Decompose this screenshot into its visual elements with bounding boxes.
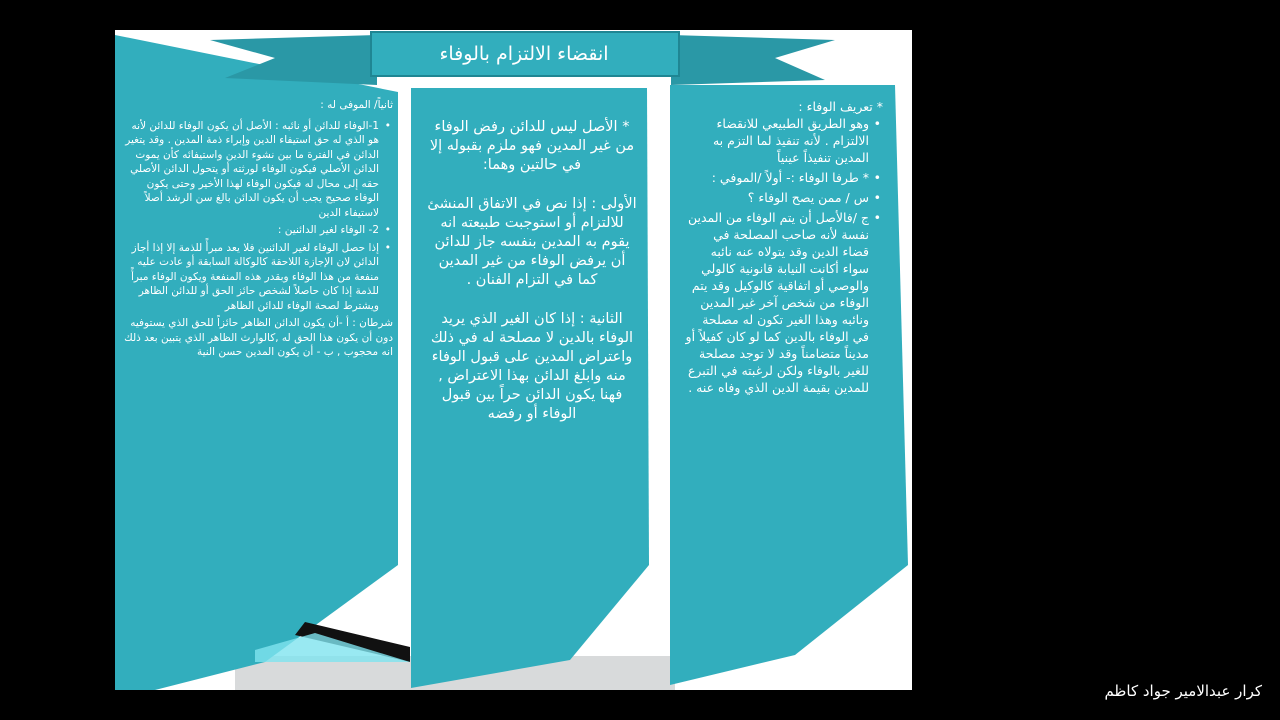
- list-item: • وهو الطريق الطبيعي للانقضاء الالتزام . لأنه تنفيذ لما التزم به المدين تنفيذاً عينياً: [683, 115, 883, 166]
- left-column: [121, 98, 393, 360]
- middle-first-case: الأولى : إذا نص في الاتفاق المنشئ للالتزام أو استوجبت طبيعته انه يقوم به المدين بنفسه جاز للدائن أن يرفض الوفاء من غير المدين كما في التزام الفنان .: [427, 196, 637, 288]
- list-item: • 2- الوفاء لغير الدائنين :: [121, 223, 393, 238]
- author-credit: كرار عبدالامير جواد كاظم: [1104, 682, 1262, 700]
- slide: [115, 30, 912, 690]
- middle-column: [427, 118, 637, 444]
- middle-intro: * الأصل ليس للدائن رفض الوفاء من غير المدين فهو ملزم بقبوله إلا في حالتين وهما:: [429, 119, 635, 173]
- slide-title: انقضاء الالتزام بالوفاء: [439, 43, 609, 65]
- middle-second-case: الثانية : إذا كان الغير الذي يريد الوفاء بالدين لا مصلحة له في ذلك واعتراض المدين على قبول الوفاء منه وابلغ الدائن بهذا الاعتراض , فهنا يكون الدائن حراً بين قبول الوفاء أو رفضه: [430, 311, 634, 422]
- list-item: • س / ممن يصح الوفاء ؟: [683, 189, 883, 206]
- ribbon-right-tail: [671, 35, 835, 85]
- payee-heading: ثانياً/ الموفى له :: [320, 99, 393, 111]
- list-item: • * طرفا الوفاء :- أولاً /الموفي :: [683, 169, 883, 186]
- right-column: [683, 98, 883, 399]
- definition-heading: * تعريف الوفاء :: [798, 99, 883, 114]
- list-item: • ج /فالأصل أن يتم الوفاء من المدين نفسة لأنه صاحب المصلحة في قضاء الدين وقد يتولاه عنه نائبه سواء أكانت النيابة قانونية كالولي والوصي أو اتفاقية كالوكيل وقد يتم الوفاء من شخص آخر غير المدين ونائبه وهذا الغير تكون له مصلحة في الوفاء بالدين كما لو كان كفيلاً أو مديناً متضامناً وقد لا توجد مصلحة للغير بالوفاء ولكن لرغبته في التبرع للمدين بقيمة الدين الذي وفاه عنه .: [683, 209, 883, 396]
- list-item: • 1-الوفاء للدائن أو نائبه : الأصل أن يكون الوفاء للدائن لأنه هو الذي له حق استيفاء الدين وإبراء ذمة المدين . وقد يتغير الدائن في الفترة ما بين نشوء الدين واستيفائه كأن يموت الدائن الأصلي فيكون الوفاء لورثته أو يتحول الدائن الأصلي حقه إلى محال له فيكون الوفاء لهذا الأخير وحتى يكون الوفاء صحيح يجب أن يكون الدائن بالغ سن الرشد أصلاً لاستيفاء الدين: [121, 119, 393, 221]
- conditions-text: شرطان : أ -أن يكون الدائن الظاهر حائزاً للحق الذي يستوفيه دون أن يكون هذا الحق له ,كالوارث الظاهر الذي يتبين بعد ذلك انه محجوب , ب - أن يكون المدين حسن النية: [124, 317, 393, 358]
- list-item: • إذا حصل الوفاء لغير الدائنين فلا يعد مبرأً للذمة إلا إذا أجاز الدائن لان الإجازة اللاحقة كالوكالة السابقة أو عادت عليه منفعة من هذا الوفاء وبقدر هذه المنفعة ويكون الوفاء مبرأً للذمة إذا كان حاصلاً لشخص حائز الحق أو للدائن الظاهر ويشترط لصحة الوفاء للدائن الظاهر: [121, 241, 393, 314]
